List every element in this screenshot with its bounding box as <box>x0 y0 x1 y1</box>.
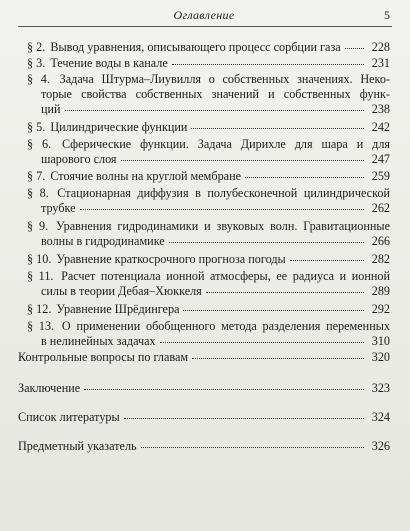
page-reference: 282 <box>371 252 390 266</box>
section-title-line-3: ций <box>41 102 61 116</box>
section-number: § 5. <box>27 120 46 134</box>
section-title: Течение воды в канале <box>50 56 168 70</box>
dot-leader <box>345 47 364 49</box>
section-number: § 12. <box>27 302 52 316</box>
running-head-title: Оглавление <box>173 8 235 22</box>
section-number: § 4. <box>27 72 50 86</box>
page-reference: 324 <box>371 410 390 424</box>
entry-title: Список литературы <box>18 410 120 424</box>
toc-entry-conclusion[interactable] <box>18 381 390 396</box>
page-reference: 238 <box>371 102 390 116</box>
section-title-line-2: волны в гидродинамике <box>41 234 165 248</box>
dot-leader <box>80 208 364 210</box>
toc-entry-subject-index[interactable] <box>18 439 390 454</box>
toc-entry-section-4[interactable] <box>18 72 390 117</box>
section-title-line-1: Сферические функции. Задача Дирихле для шара и для <box>62 137 390 151</box>
toc-entry-section-12[interactable] <box>18 302 390 317</box>
section-title-line-2: в нелинейных задачах <box>41 334 156 348</box>
section-title: Стоячие волны на круглой мембране <box>50 169 242 183</box>
toc-entry-section-8[interactable] <box>18 186 390 216</box>
section-title: Вывод уравнения, описывающего процесс сорбции газа <box>50 40 341 54</box>
section-title-line-2: трубке <box>41 201 76 215</box>
toc-entry-section-9[interactable] <box>18 219 390 249</box>
toc-entry-section-11[interactable] <box>18 269 390 299</box>
section-title-line-1: Расчет потенциала ионной атмосферы, ее радиуса и ионной <box>61 269 390 283</box>
page-reference: 323 <box>371 381 390 395</box>
running-head-page-number: 5 <box>384 8 390 22</box>
page-reference: 262 <box>371 201 390 215</box>
section-number: § 8. <box>27 186 49 200</box>
page-reference: 320 <box>371 350 390 364</box>
section-title-line-1: О применении обобщенного метода разделения переменных <box>61 319 390 333</box>
section-title: Уравнение Шрёдингера <box>56 302 180 316</box>
section-number: § 11. <box>27 269 54 283</box>
section-number: § 13. <box>27 319 55 333</box>
page-reference: 231 <box>371 56 390 70</box>
section-title-line-1: Уравнения гидродинамики и звуковых волн. Гравитационные <box>56 219 390 233</box>
section-number: § 9. <box>27 219 49 233</box>
page-reference: 289 <box>371 284 390 298</box>
section-number: § 3. <box>27 56 46 70</box>
entry-title: Контрольные вопросы по главам <box>18 350 189 364</box>
dot-leader <box>141 446 364 448</box>
dot-leader <box>160 341 364 343</box>
toc-entry-section-2[interactable] <box>18 40 390 55</box>
page-reference: 292 <box>371 302 390 316</box>
toc-entry-control-questions[interactable] <box>18 350 390 365</box>
section-number: § 6. <box>27 137 52 151</box>
header-rule <box>18 26 392 27</box>
dot-leader <box>84 388 364 390</box>
toc-entry-section-7[interactable] <box>18 169 390 184</box>
dot-leader <box>169 241 364 243</box>
section-title-line-2: торые свойства собственных значений и собственных функ- <box>41 87 390 101</box>
entry-title: Предметный указатель <box>18 439 137 453</box>
dot-leader <box>183 309 364 311</box>
page-reference: 242 <box>371 120 390 134</box>
dot-leader <box>206 291 364 293</box>
page-reference: 266 <box>371 234 390 248</box>
dot-leader <box>121 159 364 161</box>
dot-leader <box>191 127 364 129</box>
toc-entry-section-3[interactable] <box>18 56 390 71</box>
toc-entry-section-6[interactable] <box>18 137 390 167</box>
dot-leader <box>245 176 364 178</box>
section-title: Цилиндрические функции <box>50 120 188 134</box>
section-title-line-2: шарового слоя <box>41 152 117 166</box>
page-reference: 247 <box>371 152 390 166</box>
entry-title: Заключение <box>18 381 81 395</box>
section-title: Уравнение краткосрочного прогноза погоды <box>56 252 286 266</box>
toc-entry-section-10[interactable] <box>18 252 390 267</box>
dot-leader <box>124 417 364 419</box>
page-reference: 228 <box>371 40 390 54</box>
page-reference: 310 <box>371 334 390 348</box>
section-number: § 10. <box>27 252 52 266</box>
section-number: § 2. <box>27 40 46 54</box>
toc-entry-bibliography[interactable] <box>18 410 390 425</box>
section-title-line-2: силы в теории Дебая–Хюккеля <box>41 284 202 298</box>
dot-leader <box>65 109 364 111</box>
section-number: § 7. <box>27 169 46 183</box>
dot-leader <box>192 357 364 359</box>
toc-entry-section-5[interactable] <box>18 120 390 135</box>
section-title-line-1: Задача Штурма–Лиувилля о собственных значениях. Неко- <box>59 72 390 86</box>
toc-entry-section-13[interactable] <box>18 319 390 349</box>
page-reference: 259 <box>371 169 390 183</box>
running-head <box>18 8 390 24</box>
page-reference: 326 <box>371 439 390 453</box>
dot-leader <box>172 63 364 65</box>
section-title-line-1: Стационарная диффузия в полубесконечной цилиндрической <box>57 186 390 200</box>
dot-leader <box>290 259 364 261</box>
